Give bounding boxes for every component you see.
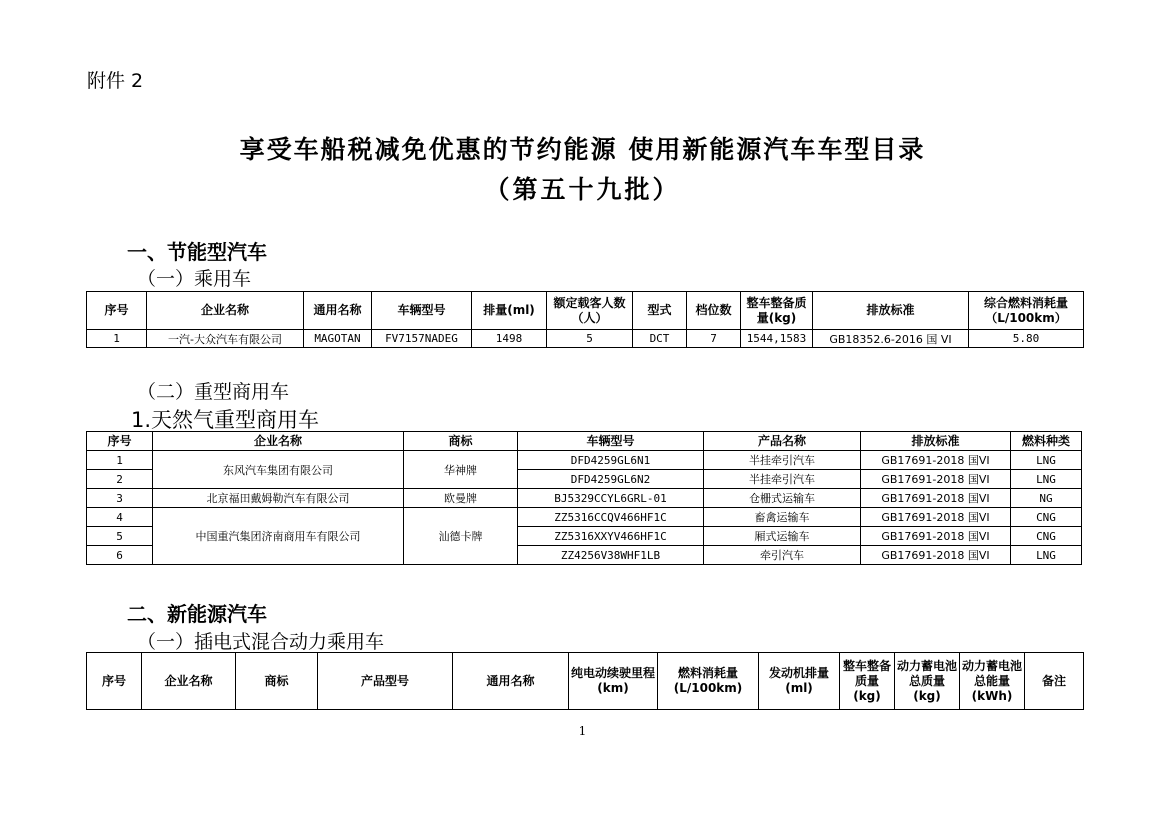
table-cell: FV7157NADEG (372, 330, 472, 348)
col-header: 排放标准 (861, 432, 1011, 451)
table-cell: 2 (87, 470, 153, 489)
passenger-car-table (86, 291, 1084, 348)
table-cell: 4 (87, 508, 153, 527)
table-cell: 半挂牵引汽车 (704, 470, 861, 489)
section2-heading: 二、新能源汽车 (127, 602, 267, 626)
table-cell: 1 (87, 451, 153, 470)
batch-subtitle: （第五十九批） (484, 175, 681, 204)
col-header: 档位数 (687, 292, 741, 330)
col-header: 企业名称 (153, 432, 404, 451)
col-header: 企业名称 (147, 292, 304, 330)
table-cell: 仓栅式运输车 (704, 489, 861, 508)
table-cell: ZZ4256V38WHF1LB (518, 546, 704, 565)
table-cell: ZZ5316CCQV466HF1C (518, 508, 704, 527)
col-header: 整车整备质量(kg) (840, 653, 895, 710)
table-cell: GB17691-2018 国VI (861, 470, 1011, 489)
table-cell: GB17691-2018 国VI (861, 546, 1011, 565)
col-header: 综合燃料消耗量（L/100km） (969, 292, 1084, 330)
section1-heading: 一、节能型汽车 (127, 240, 267, 264)
col-header: 通用名称 (304, 292, 372, 330)
col-header: 序号 (87, 653, 142, 710)
table-cell: 7 (687, 330, 741, 348)
col-header: 额定载客人数（人） (547, 292, 633, 330)
table-cell: 厢式运输车 (704, 527, 861, 546)
col-header: 序号 (87, 432, 153, 451)
col-header: 产品名称 (704, 432, 861, 451)
table-cell: GB17691-2018 国VI (861, 527, 1011, 546)
col-header: 排放标准 (813, 292, 969, 330)
table-cell: GB18352.6-2016 国 VI (813, 330, 969, 348)
table-cell: 半挂牵引汽车 (704, 451, 861, 470)
table-cell: 1544,1583 (741, 330, 813, 348)
col-header: 商标 (236, 653, 318, 710)
col-header: 商标 (404, 432, 518, 451)
col-header: 企业名称 (142, 653, 236, 710)
table-cell: 3 (87, 489, 153, 508)
table-cell: 5.80 (969, 330, 1084, 348)
col-header: 动力蓄电池总能量(kWh) (960, 653, 1025, 710)
table-cell: 6 (87, 546, 153, 565)
table-cell: GB17691-2018 国VI (861, 489, 1011, 508)
col-header: 动力蓄电池总质量(kg) (895, 653, 960, 710)
table-cell: 1498 (472, 330, 547, 348)
col-header: 通用名称 (453, 653, 569, 710)
col-header: 燃料消耗量(L/100km) (658, 653, 759, 710)
table-cell: LNG (1011, 546, 1082, 565)
table-cell: MAGOTAN (304, 330, 372, 348)
table-cell: 华神牌 (404, 451, 518, 489)
table-cell: CNG (1011, 527, 1082, 546)
table-cell: 一汽-大众汽车有限公司 (147, 330, 304, 348)
document-title: 享受车船税减免优惠的节约能源 使用新能源汽车车型目录 (239, 135, 926, 164)
section1-sub2-heading: （二）重型商用车 (137, 381, 290, 403)
col-header: 车辆型号 (518, 432, 704, 451)
table-cell: 汕德卡牌 (404, 508, 518, 565)
table-cell: 中国重汽集团济南商用车有限公司 (153, 508, 404, 565)
table-row (87, 330, 1084, 348)
col-header: 整车整备质量(kg) (741, 292, 813, 330)
col-header: 产品型号 (318, 653, 453, 710)
col-header: 燃料种类 (1011, 432, 1082, 451)
col-header: 发动机排量(ml) (759, 653, 840, 710)
section2-sub1-heading: （一）插电式混合动力乘用车 (137, 631, 385, 653)
table-row (87, 489, 1082, 508)
table-cell: CNG (1011, 508, 1082, 527)
table-row (87, 508, 1082, 527)
table-cell: ZZ5316XXYV466HF1C (518, 527, 704, 546)
table-cell: DFD4259GL6N2 (518, 470, 704, 489)
col-header: 序号 (87, 292, 147, 330)
col-header: 纯电动续驶里程(km) (569, 653, 658, 710)
table-cell: 5 (87, 527, 153, 546)
table-row (87, 451, 1082, 470)
col-header: 车辆型号 (372, 292, 472, 330)
table-cell: NG (1011, 489, 1082, 508)
section1-sub2a-heading: 1.天然气重型商用车 (131, 408, 320, 432)
page-number: 1 (578, 724, 587, 738)
table-cell: LNG (1011, 470, 1082, 489)
table-cell: 畜禽运输车 (704, 508, 861, 527)
gas-truck-table (86, 431, 1082, 565)
table-cell: 东风汽车集团有限公司 (153, 451, 404, 489)
section1-sub1-heading: （一）乘用车 (137, 268, 252, 290)
table-cell: 牵引汽车 (704, 546, 861, 565)
table-cell: 北京福田戴姆勒汽车有限公司 (153, 489, 404, 508)
table-cell: 欧曼牌 (404, 489, 518, 508)
table-cell: BJ5329CCYL6GRL-01 (518, 489, 704, 508)
attachment-label: 附件 2 (87, 70, 144, 92)
col-header: 备注 (1025, 653, 1084, 710)
col-header: 排量(ml) (472, 292, 547, 330)
table-cell: GB17691-2018 国VI (861, 508, 1011, 527)
table-cell: GB17691-2018 国VI (861, 451, 1011, 470)
phev-table (86, 652, 1084, 710)
table-cell: LNG (1011, 451, 1082, 470)
table-cell: DCT (633, 330, 687, 348)
table-cell: DFD4259GL6N1 (518, 451, 704, 470)
col-header: 型式 (633, 292, 687, 330)
table-cell: 1 (87, 330, 147, 348)
table-cell: 5 (547, 330, 633, 348)
